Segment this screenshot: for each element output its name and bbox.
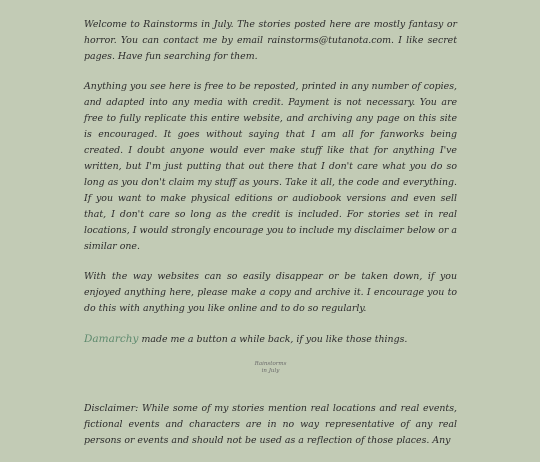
intro-paragraph: Welcome to Rainstorms in July. The stories posted here are mostly fantasy or horror. You can contact me by email rainstorms@tutanota.com. I like secret pages. Have fun searching for them. <box>84 19 457 62</box>
license-paragraph: Anything you see here is free to be reposted, printed in any number of copies, and adapted into any media with credit. Payment is not necessary. You are free to fully replicate this entire website, and archiving any page on this site is encouraged. It goes without saying that I am all for fanworks being created. I doubt anyone would ever make stuff like that for anything I've written, but I'm just putting that out there that I don't care what you do so long as you don't claim my stuff as yours. Take it all, the code and everything. If you want to make physical editions or audiobook versions and even sell that, I don't care so long as the credit is included. For stories set in real locations, I would strongly encourage you to include my disclaimer below or a similar one. <box>84 81 457 252</box>
site-button-badge[interactable] <box>241 361 301 374</box>
main-content <box>84 17 457 462</box>
disclaimer-paragraph: Disclaimer: While some of my stories mention real locations and real events, fictional events and characters are in no way representative of any real persons or events and should not be used as a reflection of those places. Any <box>84 403 457 446</box>
button-credit-text: made me a button a while back, if you like those things. <box>138 334 408 345</box>
button-credit-paragraph <box>84 331 457 348</box>
archive-paragraph: With the way websites can so easily disappear or be taken down, if you enjoyed anything here, please make a copy and archive it. I encourage you to do this with anything you like online and to do so regularly. <box>84 271 457 314</box>
damarchy-link[interactable]: Damarchy <box>84 333 139 345</box>
badge-line-2: in July <box>261 367 280 374</box>
badge-line-1: Rainstorms <box>254 361 287 367</box>
